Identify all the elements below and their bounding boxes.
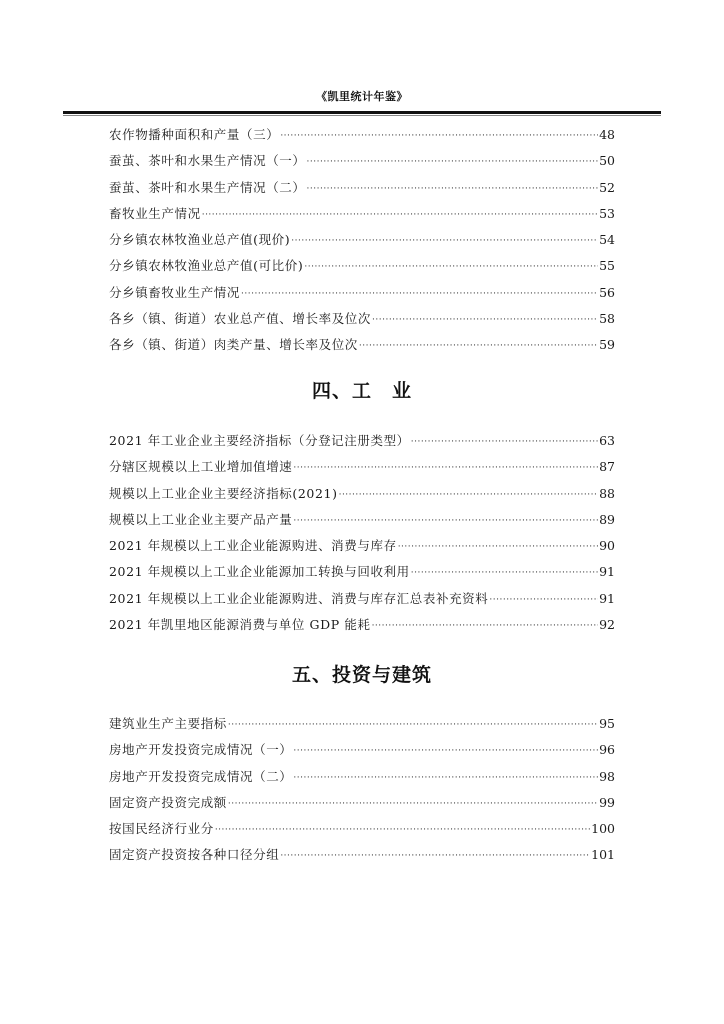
dot-leader <box>241 281 598 307</box>
toc-entry[interactable] <box>109 612 615 638</box>
toc-entry-title: 农作物播种面积和产量（三） <box>109 127 280 142</box>
toc-entry[interactable] <box>109 816 615 842</box>
toc-entry[interactable] <box>109 332 615 358</box>
dot-leader <box>307 176 599 202</box>
toc-entry-page: 48 <box>599 127 615 142</box>
toc-entry[interactable] <box>109 227 615 253</box>
dot-leader <box>293 455 598 481</box>
toc-entry-page: 59 <box>599 337 615 353</box>
section-heading-industry: 四、工 业 <box>311 380 412 402</box>
toc-entry-page: 100 <box>591 821 615 837</box>
dot-leader <box>291 228 598 254</box>
toc-entry-title: 各乡（镇、街道）农业总产值、增长率及位次 <box>109 311 372 327</box>
toc-entry-title: 规模以上工业企业主要经济指标(2021) <box>109 485 338 501</box>
running-header-title: 《凯里统计年鉴》 <box>316 90 408 103</box>
section-heading-investment: 五、投资与建筑 <box>291 664 432 686</box>
toc-entry[interactable] <box>109 842 615 868</box>
toc-entry-page: 91 <box>599 564 615 580</box>
toc-entry-title: 2021 年规模以上工业企业能源购进、消费与库存汇总表补充资料 <box>109 590 489 606</box>
dot-leader <box>398 534 598 560</box>
dot-leader <box>280 123 598 149</box>
dot-leader <box>307 149 599 175</box>
dot-leader <box>215 817 590 843</box>
dot-leader <box>202 202 598 228</box>
dot-leader <box>411 560 598 586</box>
toc-entry[interactable] <box>109 175 615 201</box>
toc-entry-title: 2021 年规模以上工业企业能源加工转换与回收利用 <box>109 564 410 580</box>
toc-entry-page: 96 <box>599 742 615 758</box>
toc-entry[interactable] <box>109 306 615 332</box>
toc-entry[interactable] <box>109 764 615 790</box>
toc-entry-page: 54 <box>599 232 615 248</box>
toc-entry-page: 63 <box>599 433 615 448</box>
toc-entry[interactable] <box>109 737 615 763</box>
toc-entry-title: 固定资产投资完成额 <box>109 794 227 810</box>
dot-leader <box>372 613 599 639</box>
toc-entry-page: 50 <box>599 153 615 169</box>
toc-entry[interactable] <box>109 507 615 533</box>
dot-leader <box>293 508 598 534</box>
toc-entry-title: 建筑业生产主要指标 <box>109 716 227 731</box>
dot-leader <box>304 254 598 280</box>
toc-entry-title: 房地产开发投资完成情况（二） <box>109 768 293 784</box>
toc-entry[interactable] <box>109 280 615 306</box>
toc-entry[interactable] <box>109 454 615 480</box>
dot-leader <box>411 429 598 455</box>
dot-leader <box>228 791 598 817</box>
toc-entry-title: 畜牧业生产情况 <box>109 205 201 221</box>
dot-leader <box>280 843 590 869</box>
toc-entry-title: 各乡（镇、街道）肉类产量、增长率及位次 <box>109 337 358 353</box>
toc-entry[interactable] <box>109 253 615 279</box>
toc-entry[interactable] <box>109 586 615 612</box>
toc-entry-title: 房地产开发投资完成情况（一） <box>109 742 293 758</box>
toc-entry-page: 87 <box>599 459 615 475</box>
toc-section-industry <box>109 428 615 638</box>
toc-entry-title: 分乡镇农林牧渔业总产值(可比价) <box>109 258 304 274</box>
toc-entry-page: 58 <box>599 311 615 327</box>
toc-entry-title: 蚕茧、茶叶和水果生产情况（二） <box>109 179 306 195</box>
toc-section-investment <box>109 711 615 869</box>
toc-entry-title: 固定资产投资按各种口径分组 <box>109 847 280 863</box>
toc-entry-page: 90 <box>599 538 615 554</box>
toc-entry-page: 91 <box>599 590 615 606</box>
dot-leader <box>489 587 598 613</box>
toc-entry-page: 56 <box>599 284 615 300</box>
header-rule-thick <box>63 111 661 114</box>
toc-entry-page: 52 <box>599 179 615 195</box>
toc-entry-title: 规模以上工业企业主要产品产量 <box>109 511 293 527</box>
toc-entry[interactable] <box>109 559 615 585</box>
toc-entry-title: 按国民经济行业分 <box>109 821 214 837</box>
toc-entry-page: 95 <box>599 716 615 731</box>
toc-entry[interactable] <box>109 481 615 507</box>
toc-entry-title: 分乡镇农林牧渔业总产值(现价) <box>109 232 291 248</box>
toc-entry[interactable] <box>109 201 615 227</box>
toc-entry[interactable] <box>109 148 615 174</box>
toc-entry[interactable] <box>109 790 615 816</box>
toc-entry-title: 分辖区规模以上工业增加值增速 <box>109 459 293 475</box>
toc-entry[interactable] <box>109 122 615 148</box>
toc-entry-page: 98 <box>599 768 615 784</box>
toc-entry-page: 55 <box>599 258 615 274</box>
toc-entry-title: 2021 年工业企业主要经济指标（分登记注册类型） <box>109 433 410 448</box>
toc-entry-title: 2021 年凯里地区能源消费与单位 GDP 能耗 <box>109 617 371 633</box>
header-rule-thin <box>63 115 661 116</box>
toc-entry-title: 蚕茧、茶叶和水果生产情况（一） <box>109 153 306 169</box>
dot-leader <box>339 482 599 508</box>
toc-entry-page: 53 <box>599 205 615 221</box>
dot-leader <box>228 712 598 738</box>
toc-entry[interactable] <box>109 428 615 454</box>
dot-leader <box>359 333 598 359</box>
toc-entry[interactable] <box>109 711 615 737</box>
toc-entry[interactable] <box>109 533 615 559</box>
toc-entry-page: 99 <box>599 794 615 810</box>
toc-entry-page: 92 <box>599 617 615 633</box>
dot-leader <box>293 765 598 791</box>
toc-entry-title: 2021 年规模以上工业企业能源购进、消费与库存 <box>109 538 397 554</box>
toc-entry-page: 89 <box>599 511 615 527</box>
toc-entry-page: 101 <box>591 847 615 863</box>
toc-entry-page: 88 <box>599 485 615 501</box>
toc-entry-title: 分乡镇畜牧业生产情况 <box>109 284 241 300</box>
toc-section-agriculture <box>109 122 615 359</box>
dot-leader <box>372 307 598 333</box>
dot-leader <box>293 738 598 764</box>
